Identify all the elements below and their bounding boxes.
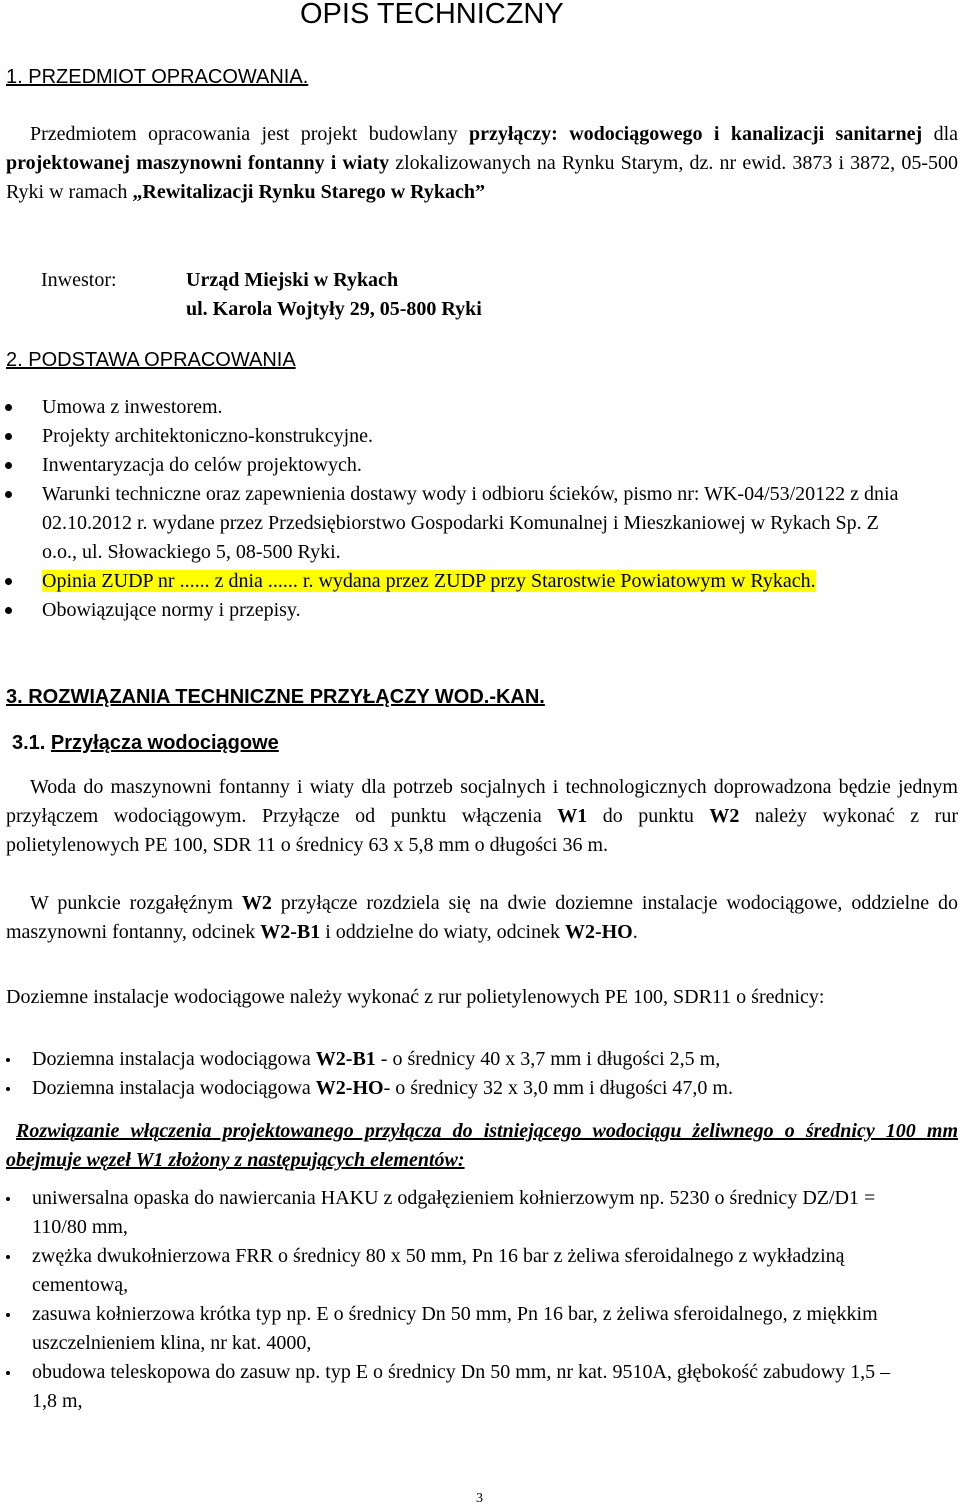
text: zlokalizowanych na Rynku Starym, dz. nr ewid. 3873 i 3872, 05-500 Ryki w ramach [6, 152, 958, 203]
section-1-heading: 1. PRZEDMIOT OPRACOWANIA. [6, 66, 309, 88]
list-item: uniwersalna opaska do nawiercania HAKU z odgałęzieniem kołnierzowym np. 5230 o średnicy DZ/D1 = 110/80 mm, [0, 1184, 920, 1242]
text: - o średnicy 32 x 3,0 mm i długości 47,0 m. [383, 1077, 733, 1099]
list-item: Umowa z inwestorem. [0, 393, 900, 422]
list-item [0, 1045, 950, 1074]
page-number: 3 [476, 1491, 483, 1506]
text: W2-B1 [315, 1048, 376, 1070]
list-item: obudowa teleskopowa do zasuw np. typ E o średnicy Dn 50 mm, nr kat. 9510A, głębokość zabudowy 1,5 – 1,8 m, [0, 1358, 920, 1416]
list-item [0, 480, 900, 567]
document-title: OPIS TECHNICZNY [300, 0, 564, 30]
text: przyłączy: wodociągowego i kanalizacji sanitarnej [468, 123, 923, 145]
list-item: Projekty architektoniczno-konstrukcyjne. [0, 422, 900, 451]
list-item [0, 567, 900, 596]
text: . [632, 921, 638, 943]
list-item: Obowiązujące normy i przepisy. [0, 596, 900, 625]
text: W2-HO [315, 1077, 384, 1099]
text: W2 [241, 892, 272, 914]
section-2-heading: 2. PODSTAWA OPRACOWANIA [6, 349, 296, 371]
water-paragraph-1 [6, 773, 958, 860]
text: należy wykonać z rur polietylenowych PE 100, SDR 11 o średnicy 63 x 5,8 mm o długości 36 m. [6, 805, 958, 856]
text: projektowanej maszynowni fontanny i wiaty [6, 152, 390, 174]
subsection-3-1-heading [12, 729, 279, 758]
text: - o średnicy 40 x 3,7 mm i długości 2,5 m, [375, 1048, 721, 1070]
text: W punkcie rozgałęźnym [30, 892, 242, 914]
text: Warunki techniczne oraz zapewnienia dostawy wody i odbioru ścieków, pismo nr: WK-04/53/20122 z dnia 02.10.2012 r. wydane przez Przedsiębiorstwo Gospodarki Komunalnej i Mieszkaniowej w Rykach Sp. Z o.o., ul. Słowackiego 5, 08-500 Ryki. [42, 483, 899, 563]
text: Doziemna instalacja wodociągowa [32, 1048, 316, 1070]
section-2-list [0, 393, 900, 625]
subsection-number: 3.1. [12, 732, 51, 754]
investor-address: ul. Karola Wojtyły 29, 05-800 Ryki [186, 298, 482, 320]
text: W2-HO [564, 921, 633, 943]
text: Przedmiotem opracowania jest projekt budowlany [30, 123, 469, 145]
list-item: zasuwa kołnierzowa krótka typ np. E o średnicy Dn 50 mm, Pn 16 bar, z żeliwa sferoidalnego, z miękkim uszczelnieniem klina, nr kat. 4000, [0, 1300, 920, 1358]
node-heading: Rozwiązanie włączenia projektowanego przyłącza do istniejącego wodociągu żeliwnego o średnicy 100 mm obejmuje węzeł W1 złożony z następujących elementów: [6, 1120, 958, 1171]
pipe-list [0, 1045, 950, 1103]
text: „Rewitalizacji Rynku Starego w Rykach” [132, 181, 486, 203]
water-paragraph-2 [6, 889, 958, 947]
section-1-paragraph [6, 120, 958, 207]
node-elements-list [0, 1184, 920, 1416]
highlighted-text: Opinia ZUDP nr ...... z dnia ...... r. wydana przez ZUDP przy Starostwie Powiatowym w Rykach. [42, 570, 816, 592]
text: Doziemna instalacja wodociągowa [32, 1077, 316, 1099]
list-item: zwężka dwukołnierzowa FRR o średnicy 80 x 50 mm, Pn 16 bar z żeliwa sferoidalnego z wykładziną cementową, [0, 1242, 920, 1300]
text: przyłącze rozdziela się na dwie doziemne instalacje wodociągowe, oddzielne do maszynowni fontanny, odcinek [6, 892, 959, 943]
list-item: Inwentaryzacja do celów projektowych. [0, 451, 900, 480]
text: i oddzielne do wiaty, odcinek [320, 921, 565, 943]
text: W2-B1 [260, 921, 321, 943]
subsection-title: Przyłącza wodociągowe [50, 732, 279, 754]
text: do punktu [587, 805, 710, 827]
text: W2 [709, 805, 740, 827]
text: Woda do maszynowni fontanny i wiaty dla potrzeb socjalnych i technologicznych doprowadzona będzie jednym przyłączem wodociągowym. Przyłącze od punktu włączenia [6, 776, 958, 827]
text: W1 [557, 805, 588, 827]
water-paragraph-3: Doziemne instalacje wodociągowe należy wykonać z rur polietylenowych PE 100, SDR11 o średnicy: [6, 986, 825, 1008]
investor-label: Inwestor: [41, 269, 117, 291]
text: dla [922, 123, 959, 145]
investor-name: Urząd Miejski w Rykach [186, 269, 399, 291]
section-3-heading: 3. ROZWIĄZANIA TECHNICZNE PRZYŁĄCZY WOD.-KAN. [6, 686, 545, 708]
list-item [0, 1074, 950, 1103]
